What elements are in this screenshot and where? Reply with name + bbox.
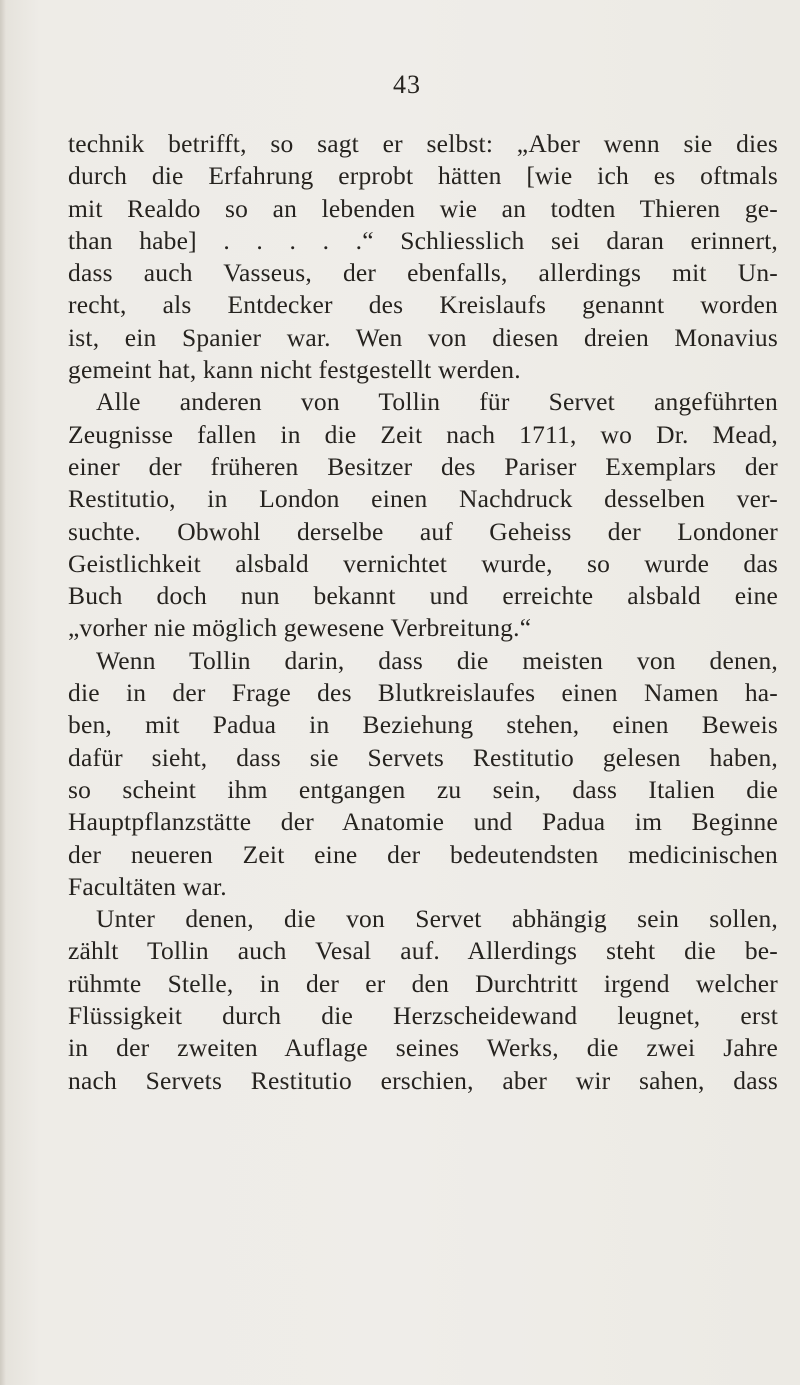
text-line: gemeint hat, kann nicht festgestellt werden. [68,355,521,385]
page-number: 43 [393,70,421,99]
text-line: recht, als Entdecker des Kreislaufs genannt worden [68,290,778,320]
text-line: mit Realdo so an lebenden wie an todten Thieren ge- [68,193,778,223]
text-line: Zeugnisse fallen in die Zeit nach 1711, wo Dr. Mead, [68,419,778,449]
text-line: dafür sieht, dass sie Servets Restitutio gelesen haben, [68,742,778,772]
text-line: zählt Tollin auch Vesal auf. Allerdings steht die be- [68,936,778,966]
text-line: Hauptpflanzstätte der Anatomie und Padua im Beginne [68,807,778,837]
text-line: technik betrifft, so sagt er selbst: „Aber wenn sie dies [68,129,778,158]
text-line: der neueren Zeit eine der bedeutendsten medicinischen [68,839,778,869]
text-line: ist, ein Spanier war. Wen von diesen dreien Monavius [68,322,778,352]
text-line: Geistlichkeit alsbald vernichtet wurde, so wurde das [68,548,778,578]
text-line: durch die Erfahrung erprobt hätten [wie ich es oftmals [68,161,778,191]
text-line: einer der früheren Besitzer des Pariser Exemplars der [68,451,778,481]
text-line: Wenn Tollin darin, dass die meisten von denen, [96,645,778,675]
body-text [68,128,778,1097]
text-line: Buch doch nun bekannt und erreichte alsbald eine [68,581,778,611]
text-line: Alle anderen von Tollin für Servet angeführten [96,387,778,417]
text-line: in der zweiten Auflage seines Werks, die zwei Jahre [68,1033,778,1063]
text-line: suchte. Obwohl derselbe auf Geheiss der Londoner [68,516,778,546]
text-line: Restitutio, in London einen Nachdruck desselben ver- [68,484,778,514]
text-line: so scheint ihm entgangen zu sein, dass Italien die [68,774,778,804]
text-line: ben, mit Padua in Beziehung stehen, einen Beweis [68,710,778,740]
page-edge-shadow [0,0,6,1385]
text-line: rühmte Stelle, in der er den Durchtritt irgend welcher [68,968,778,998]
text-line: than habe] . . . . .“ Schliesslich sei daran erinnert, [68,225,778,255]
text-line: Unter denen, die von Servet abhängig sein sollen, [96,904,778,934]
text-line: Flüssigkeit durch die Herzscheidewand leugnet, erst [68,1001,778,1031]
text-line: dass auch Vasseus, der ebenfalls, allerdings mit Un- [68,258,778,288]
text-line: Facultäten war. [68,871,227,901]
text-line: „vorher nie möglich gewesene Verbreitung.“ [68,613,532,643]
text-line: die in der Frage des Blutkreislaufes einen Namen ha- [68,678,778,708]
text-line: nach Servets Restitutio erschien, aber wir sahen, dass [68,1065,778,1095]
